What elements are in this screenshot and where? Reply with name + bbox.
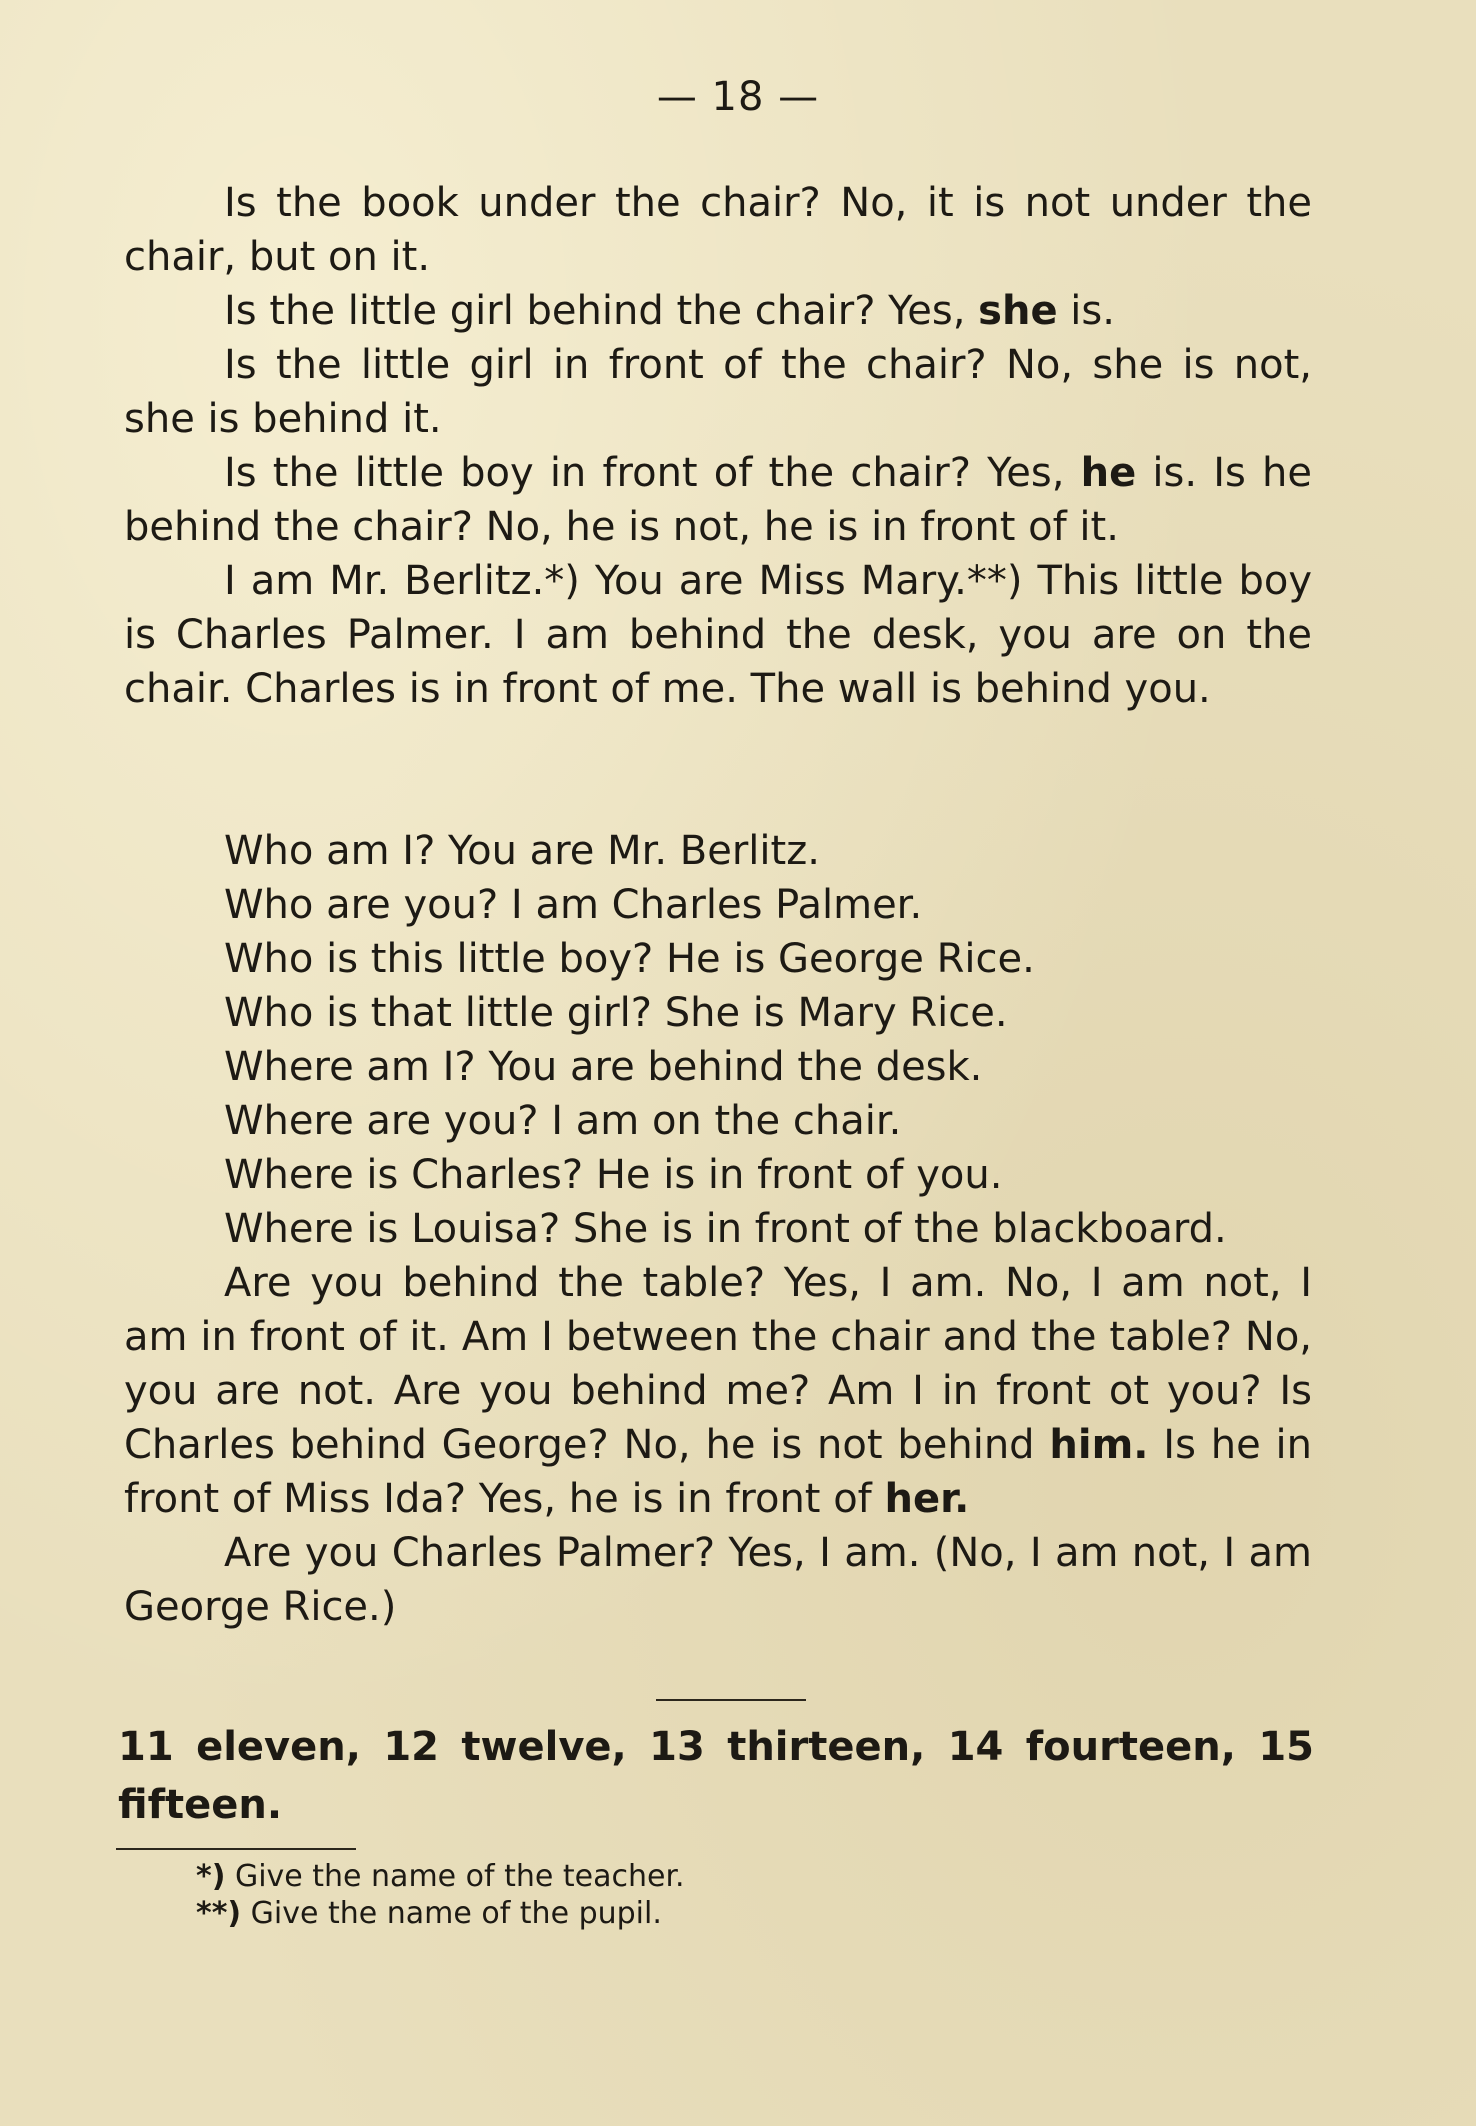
footnote-text: Give the name of the pupil. (241, 1896, 662, 1931)
bold-word: she (978, 288, 1058, 334)
qa-line: Who is that little girl? She is Mary Rice. (224, 990, 1008, 1036)
footnotes (196, 1858, 685, 1932)
qa-line: Where is Charles? He is in front of you. (224, 1152, 1003, 1198)
qa-line: Where are you? I am on the chair. (224, 1098, 902, 1144)
paragraph-girl-front: Is the little girl in front of the chair? No, she is not, she is behind it. (124, 342, 1312, 442)
page-number: — 18 — (656, 74, 820, 120)
text-segment: is. (1057, 288, 1115, 334)
body-text-bottom (124, 1256, 1312, 1634)
paragraph-berlitz: I am Mr. Berlitz.*) You are Miss Mary.**) This little boy is Charles Palmer. I am behind the desk, you are on the chair. Charles is in front of me. The wall is behind you. (124, 558, 1312, 712)
qa-line: Where is Louisa? She is in front of the blackboard. (224, 1206, 1227, 1252)
bold-word: he (1080, 450, 1137, 496)
text-segment: Is the little girl behind the chair? Yes, (224, 288, 979, 334)
footnote-mark: *) (196, 1859, 226, 1894)
qa-line: Who are you? I am Charles Palmer. (224, 882, 923, 928)
bold-word: her. (884, 1476, 970, 1522)
paragraph-table (124, 1256, 1312, 1526)
section-divider (656, 1699, 806, 1701)
bold-word: him. (1049, 1422, 1149, 1468)
paragraph-book-chair: Is the book under the chair? No, it is not under the chair, but on it. (124, 180, 1312, 280)
text-segment: is. Is he behind the chair? No, he is not, he is in front of it. (124, 450, 1312, 550)
body-text-top (124, 176, 1312, 716)
qa-line: Who am I? You are Mr. Berlitz. (224, 828, 820, 874)
text-segment: Is the little boy in front of the chair? Yes, (224, 450, 1081, 496)
numbers-vocabulary: 11 eleven, 12 twelve, 13 thirteen, 14 fourteen, 15 fifteen. (118, 1724, 1314, 1828)
qa-line: Where am I? You are behind the desk. (224, 1044, 983, 1090)
text-segment: Are you behind the table? Yes, I am. No, I am not, I am in front of it. Am I between the chair and the table? No, you are not. Are you behind me? Am I in front ot you? Is Charles behind George? No, he is not behind (124, 1260, 1312, 1468)
paragraph-boy-front (124, 446, 1312, 554)
paragraph-girl-behind (124, 284, 1312, 338)
footnote-text: Give the name of the teacher. (225, 1859, 685, 1894)
footnote-mark: **) (196, 1896, 242, 1931)
paragraph-charles-palmer: Are you Charles Palmer? Yes, I am. (No, I am not, I am George Rice.) (124, 1530, 1312, 1630)
text-segment: Is he in front of Miss Ida? Yes, he is in front of (124, 1422, 1312, 1522)
qa-line: Who is this little boy? He is George Rice. (224, 936, 1035, 982)
footnote-divider (116, 1848, 356, 1850)
footnote-pupil (196, 1895, 685, 1932)
footnote-teacher (196, 1858, 685, 1895)
